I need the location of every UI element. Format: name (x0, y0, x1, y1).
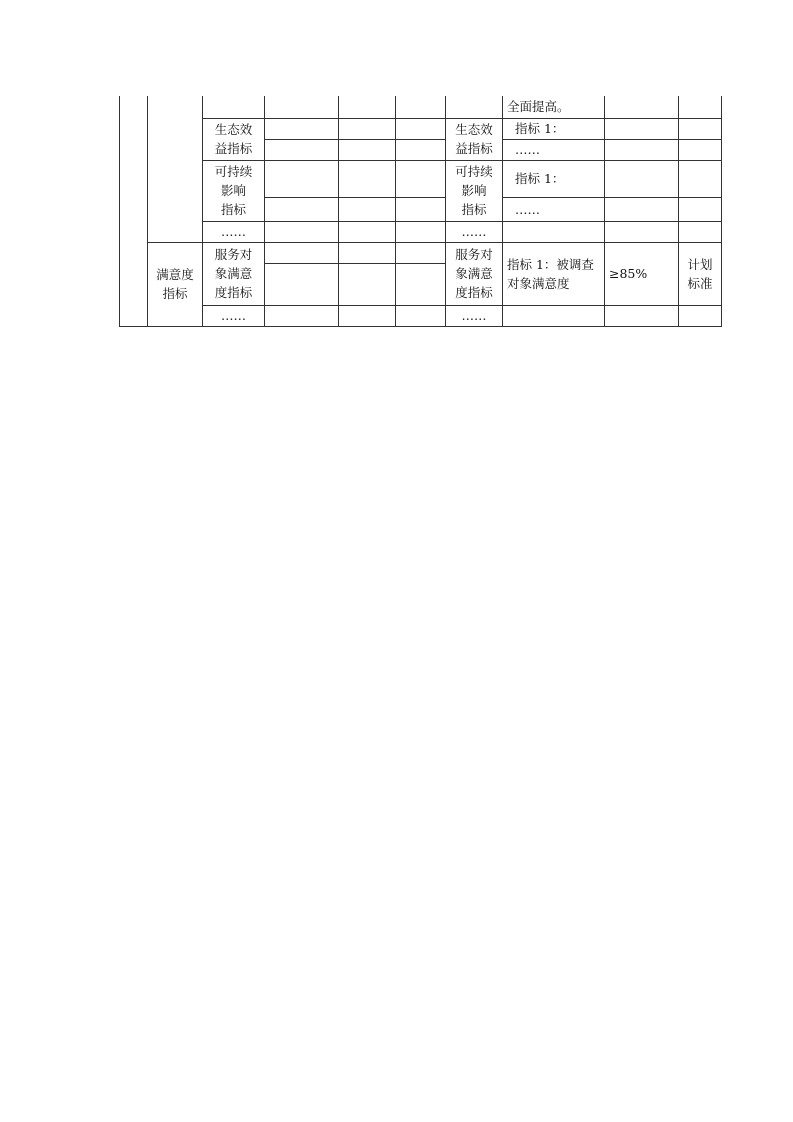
cell (265, 118, 339, 139)
cell (503, 305, 605, 326)
cell (679, 118, 722, 139)
cell (679, 197, 722, 221)
cell (605, 160, 679, 197)
sustain-level3-label: 可持续 影响 指标 (203, 160, 265, 221)
cell (605, 139, 679, 160)
level2-output-cell (148, 96, 203, 242)
satisfaction-level2-label: 满意度 指标 (148, 242, 203, 326)
cell (679, 305, 722, 326)
cell (396, 139, 446, 160)
eco-right-level3-label: 生态效 益指标 (446, 118, 503, 160)
cell (396, 197, 446, 221)
satisfaction-more-left: …… (203, 305, 265, 326)
sustain-right-level3-label: 可持续 影响 指标 (446, 160, 503, 221)
performance-indicator-table (119, 96, 722, 327)
cell (396, 160, 446, 197)
satisfaction-level3-label: 服务对 象满意 度指标 (203, 242, 265, 305)
cell (339, 263, 396, 305)
cell (396, 96, 446, 118)
cell (265, 221, 339, 242)
output-more-right: …… (446, 221, 503, 242)
cell (446, 96, 503, 118)
sustain-indicator-1: 指标 1： (503, 160, 605, 197)
cell (339, 305, 396, 326)
cell (265, 263, 339, 305)
satisfaction-target-value: ≥85% (605, 242, 679, 305)
level1-cell (120, 96, 148, 326)
cell (265, 139, 339, 160)
remark-text: 全面提高。 (503, 96, 605, 118)
cell (679, 139, 722, 160)
output-more-left: …… (203, 221, 265, 242)
table-row (120, 305, 722, 326)
satisfaction-more-right: …… (446, 305, 503, 326)
cell (605, 197, 679, 221)
cell (265, 160, 339, 197)
table-row (120, 96, 722, 118)
eco-level3-label: 生态效 益指标 (203, 118, 265, 160)
cell (339, 139, 396, 160)
cell (679, 96, 722, 118)
eco-indicator-1: 指标 1： (503, 118, 605, 139)
cell (605, 221, 679, 242)
cell (679, 221, 722, 242)
cell (605, 96, 679, 118)
cell (396, 263, 446, 305)
cell (339, 118, 396, 139)
cell (396, 242, 446, 263)
cell (339, 197, 396, 221)
cell (203, 96, 265, 118)
table-row (120, 118, 722, 139)
table-row (120, 242, 722, 263)
satisfaction-indicator-1: 指标 1：被调查 对象满意度 (503, 242, 605, 305)
cell (265, 197, 339, 221)
table-row (120, 160, 722, 197)
eco-indicator-more: …… (503, 139, 605, 160)
cell (605, 305, 679, 326)
satisfaction-basis: 计划 标准 (679, 242, 722, 305)
satisfaction-right-level3-label: 服务对 象满意 度指标 (446, 242, 503, 305)
cell (396, 118, 446, 139)
cell (503, 221, 605, 242)
table-row (120, 221, 722, 242)
cell (605, 118, 679, 139)
cell (396, 305, 446, 326)
cell (339, 160, 396, 197)
cell (679, 160, 722, 197)
cell (265, 305, 339, 326)
cell (339, 221, 396, 242)
cell (339, 96, 396, 118)
cell (396, 221, 446, 242)
cell (265, 242, 339, 263)
cell (339, 242, 396, 263)
sustain-indicator-more: …… (503, 197, 605, 221)
cell (265, 96, 339, 118)
